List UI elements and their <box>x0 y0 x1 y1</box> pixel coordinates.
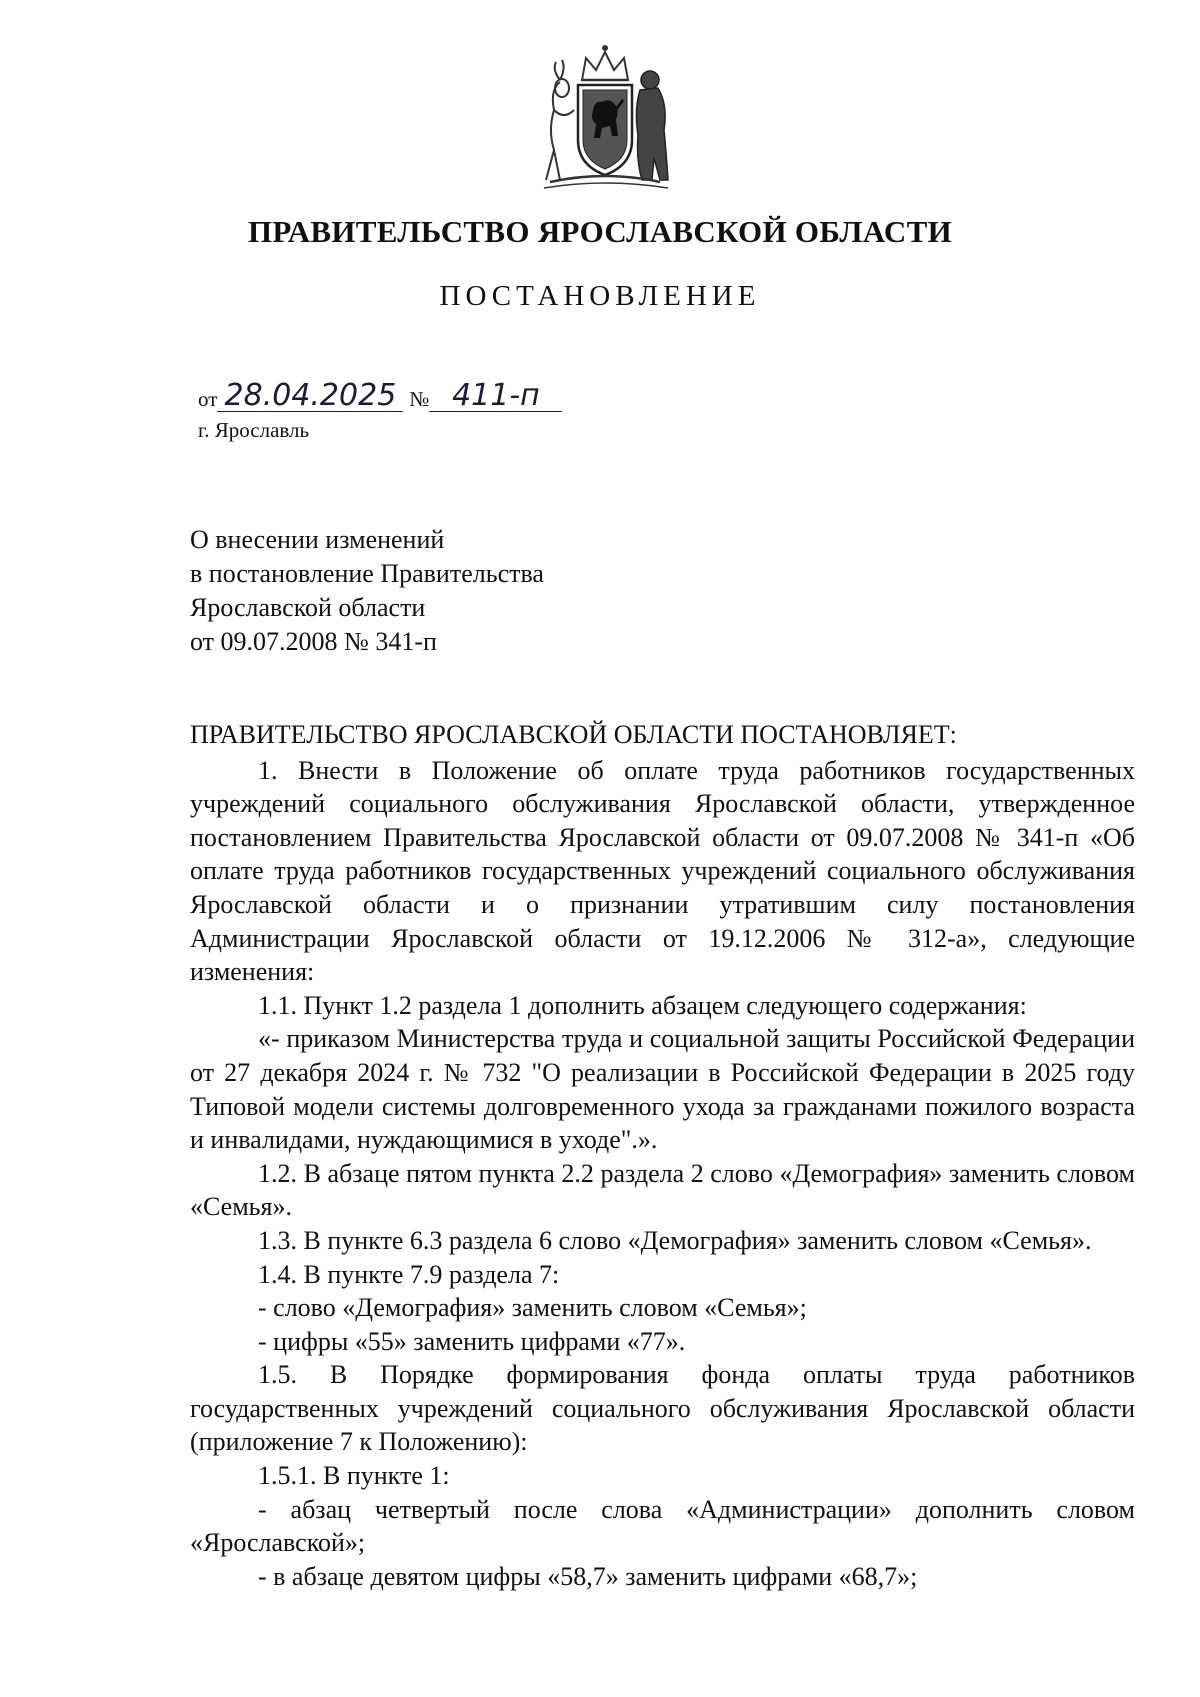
handwritten-number: 411-п <box>429 381 562 412</box>
document-body <box>190 718 1135 1593</box>
paragraph: - в абзаце девятом цифры «58,7» заменить цифрами «68,7»; <box>258 1561 918 1591</box>
subject-line: Ярославской области <box>190 593 426 622</box>
subject-line: О внесении изменений <box>190 525 445 554</box>
paragraph: 1.5.1. В пункте 1: <box>258 1461 450 1491</box>
paragraph: - слово «Демография» заменить словом «Семья»; <box>258 1293 807 1323</box>
paragraph: 1.4. В пункте 7.9 раздела 7: <box>258 1259 560 1289</box>
subject-block <box>190 523 544 659</box>
document-type: ПОСТАНОВЛЕНИЕ <box>439 280 761 312</box>
paragraph: 1.1. Пункт 1.2 раздела 1 дополнить абзацем следующего содержания: <box>258 990 1027 1020</box>
paragraph: 1.3. В пункте 6.3 раздела 6 слово «Демография» заменить словом «Семья». <box>258 1225 1092 1255</box>
date-number-line <box>198 378 562 412</box>
decree-heading: ПРАВИТЕЛЬСТВО ЯРОСЛАВСКОЙ ОБЛАСТИ ПОСТАНОВЛЯЕТ: <box>190 720 957 749</box>
date-prefix: от <box>198 387 218 411</box>
subject-line: в постановление Правительства <box>190 559 544 588</box>
handwritten-date: 28.04.2025 <box>217 381 403 412</box>
subject-line: от 09.07.2008 № 341-п <box>190 627 437 656</box>
paragraph: 1.2. В абзаце пятом пункта 2.2 раздела 2 слово «Демография» заменить словом «Семья». <box>190 1158 1135 1222</box>
paragraph: - абзац четвертый после слова «Администрации» дополнить словом «Ярославской»; <box>190 1494 1135 1558</box>
document-meta <box>198 378 562 443</box>
yaroslavl-coat-of-arms-icon <box>530 40 680 192</box>
number-prefix: № <box>409 387 430 411</box>
paragraph: «- приказом Министерства труда и социальной защиты Российской Федерации от 27 декабря 2024 г. № 732 "О реализации в Российской Федерации в 2025 году Типовой модели системы долговременного ухода за гражданами пожилого возраста и инвалидами, нуждающимися в уходе".». <box>190 1024 1135 1155</box>
government-title: ПРАВИТЕЛЬСТВО ЯРОСЛАВСКОЙ ОБЛАСТИ <box>248 214 952 249</box>
paragraph: 1.5. В Порядке формирования фонда оплаты труда работников государственных учреждений социального обслуживания Ярославской области (приложение 7 к Положению): <box>190 1360 1135 1457</box>
paragraph: - цифры «55» заменить цифрами «77». <box>258 1326 686 1356</box>
paragraph: 1. Внести в Положение об оплате труда работников государственных учреждений социального обслуживания Ярославской области, утвержденное постановлением Правительства Ярославской области от 09.07.2008 № 341-п «Об оплате труда работников государственных учреждений социального обслуживания Ярославской области и о признании утратившим силу постановления Администрации Ярославской области от 19.12.2006 № 312-а», следующие изменения: <box>190 755 1135 987</box>
city: г. Ярославль <box>198 418 310 442</box>
